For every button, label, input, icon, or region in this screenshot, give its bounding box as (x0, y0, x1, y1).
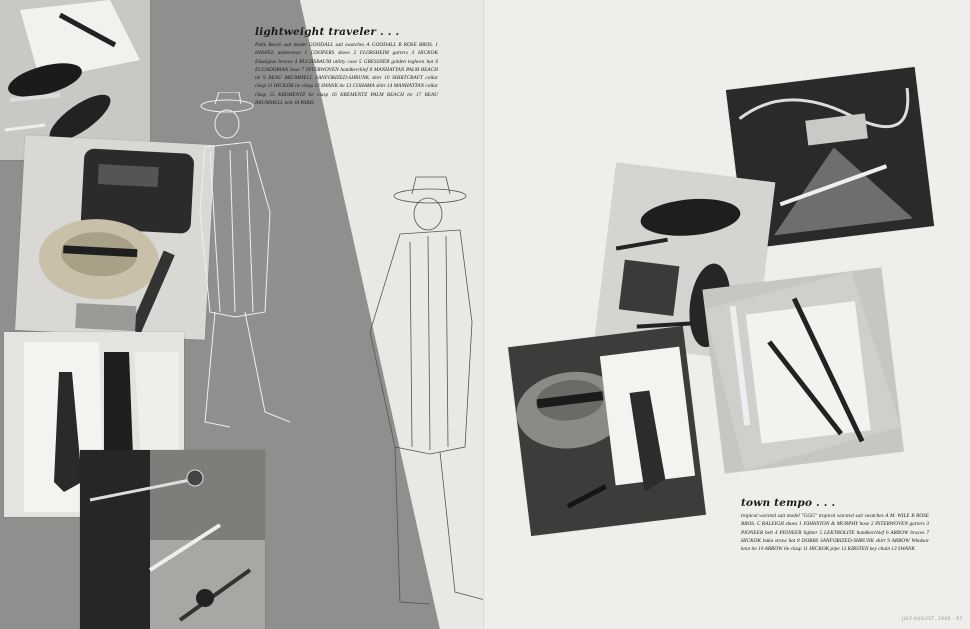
photo-hat-shirt-tie (508, 326, 706, 536)
right-heading: town tempo . . . (741, 497, 836, 509)
right-copy-block (741, 497, 929, 553)
right-credits: tropical worsted suit model "GGG" tropical worsted suit swatches A M. WILE B ROSE BROS. C RALEIGH shoes 1 JOHNSTON & MURPHY hose 2 INTERWOVEN garters 3 PIONEER belt 4 PIONEER lighter 5 LEKTROLITE handkerchief 6 ARROW braces 7 HICKOK baku straw hat 8 DOBBS SANFORIZED-SHRUNK shirt 9 ARROW Windsor knot tie 10 ARROW tie clasp 11 HICKOK pipe 12 KIRSTEN key chain 13 SWANK (741, 513, 929, 553)
figure-sketch-left (175, 92, 305, 442)
photo-fabric-clasps (80, 450, 265, 629)
page-folio: JULY-AUGUST, 1940 · 67 (902, 616, 963, 621)
left-copy-block (255, 26, 438, 107)
left-credits: Palm Beach suit model GOODALL suit swatches A GOODALL B ROSE BROS. 1 HASPEL underwear 1 COOPERS shoes 2 FLORSHEIM garters 3 HICKOK Elastiglas braces 4 BUCHSBAUM utility case 5 GRESSNER golden leghorn hat 6 ECUADORIAN hose 7 INTERWOVEN handkerchief 8 MANHATTAN PALM BEACH tie 9 BEAU BRUMMELL SANFORIZED-SHRUNK shirt 10 SHIRTCRAFT collar clasp 11 HICKOK tie clasp 12 SWANK tie 13 COHAMA shirt 14 MANHATTAN collar clasp 15 KREMENTZ tie clasp 16 KREMENTZ PALM BEACH tie 17 BEAU BRUMMELL belt 18 PARIS (255, 42, 438, 107)
figure-sketch-center (360, 172, 485, 617)
photo-braces-shirt (702, 268, 903, 474)
right-page (485, 0, 970, 629)
photo-shoes-garters (0, 0, 150, 160)
left-heading: lightweight traveler . . . (255, 26, 400, 38)
